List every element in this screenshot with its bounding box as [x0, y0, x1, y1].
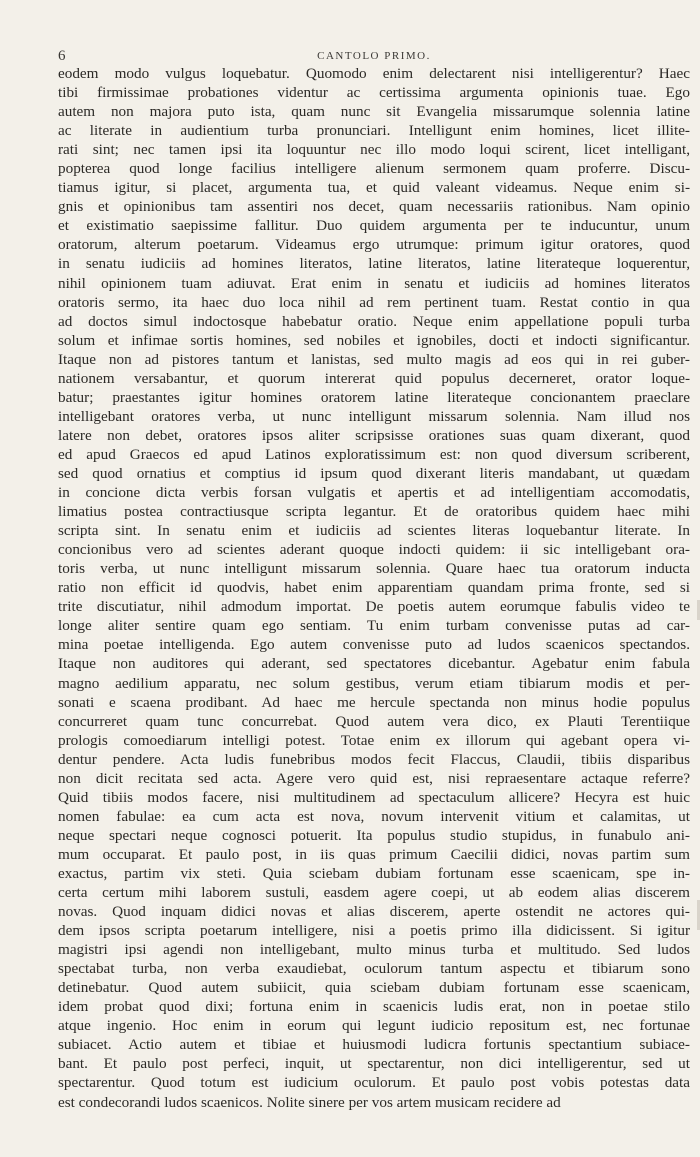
text-line: et existimatio saepissime fallitur. Duo quidem argumenta per te inducuntur, unum — [58, 217, 690, 235]
text-line: neque spectari neque cognosci potuerit. Ita populus studio stupidus, in funabulo ani- — [58, 826, 690, 844]
text-line: idem probat quod dixi; fortuna enim in scaenicis ludis erat, non in poetae stilo — [58, 998, 690, 1016]
text-line: concionibus vero ad scientes aderant quoque indocti quidem: ii sic intelligebant ora- — [58, 541, 690, 559]
text-line: rati sint; nec tamen ipsi ita loquuntur nec illo modo loqui scirent, licet intelligant, — [58, 141, 690, 159]
text-line: scripta sint. In senatu enim et iudiciis ad scientes literas loquebantur literate. In — [58, 522, 690, 540]
text-line: certa certum mihi laborem sustuli, easdem agere coepi, ut ab eodem alias discerem — [58, 884, 690, 902]
text-line: oratoris sermo, ita haec duo loca nihil ad rem pertinent tuam. Restat contio in qua — [58, 293, 690, 311]
text-line: batur; praestantes igitur homines oratorem latine literateque concionantem praeclare — [58, 388, 690, 406]
text-line: Quid tibiis modos facere, nisi multitudinem ad spectaculum allicere? Hecyra est huic — [58, 788, 690, 806]
text-line: spectarentur. Quod totum est iudicium oculorum. Et paulo post vobis potestas data — [58, 1074, 690, 1092]
text-line: limatius postea contractiusque scripta legantur. Et de oratoribus quidem haec mihi — [58, 503, 690, 521]
text-line: magistri ipsi agendi non intelligebant, multo minus turba et multitudo. Sed ludos — [58, 941, 690, 959]
text-line: gnis et opinionibus tam assentiri nos decet, quam necessariis rationibus. Nam opinio — [58, 198, 690, 216]
text-line: latere non debet, oratores ipsos aliter scripsisse orationes suas quam dixerant, quod — [58, 426, 690, 444]
text-line: exactus, partim vix steti. Quia sciebam dubiam fortunam esse scaenicam, spe in- — [58, 864, 690, 882]
text-line: magno aedilium apparatu, nec solum gestibus, verum etiam tibiarum modis et per- — [58, 674, 690, 692]
text-line: in concione dicta verbis forsan vulgatis et apertis et ad intelligentiam accomodatis, — [58, 484, 690, 502]
text-line: atque ingenio. Hoc enim in eorum qui legunt iudicio repositum est, nec fortunae — [58, 1017, 690, 1035]
text-line: concurreret quam tunc concurrebat. Quod autem vera dico, ex Plauti Terentiique — [58, 712, 690, 730]
text-line: tibi firmissimae probationes videntur ac certissima argumenta opinionis tuae. Ego — [58, 84, 690, 102]
page-number: 6 — [58, 48, 66, 64]
text-line: mum occuparat. Et paulo post, in iis quas primum Caecilii didici, novas partim sum — [58, 845, 690, 863]
text-line: longe aliter sentire quam ego sentiam. Tu enim turbam convenisse putas ad car- — [58, 617, 690, 635]
text-line: subiacet. Actio autem et tibiae et huiusmodi ludicra fortunis spectantium subiace- — [58, 1036, 690, 1054]
text-line: dentur pendere. Acta ludis funebribus modos fecit Flaccus, Claudii, tibiis disparibus — [58, 750, 690, 768]
text-line: ratio non efficit id quodvis, habet enim apparentiam quandam prima fronte, sed si — [58, 579, 690, 597]
text-line: ed apud Graecos ed apud Latinos exploratissimum est: non quod diversum scriberent, — [58, 445, 690, 463]
text-line: sonati e scaena prodibant. Ad haec me hercule spectanda non minus hodie populus — [58, 693, 690, 711]
text-line: bant. Et paulo post perfeci, inquit, ut spectarentur, non dici intelligerentur, sed ut — [58, 1055, 690, 1073]
text-line: prologis comoediarum intelligi potest. Totae enim ex illorum qui agebant opera vi- — [58, 731, 690, 749]
text-line: toris verba, ut nunc intelligunt missarum solennia. Quare haec tua oratorum inducta — [58, 560, 690, 578]
text-line: tiamus igitur, si placet, argumenta tua, et quid valeant videamus. Neque enim si- — [58, 179, 690, 197]
body-text — [58, 64, 690, 1112]
text-line: ad doctos simul indoctosque habebatur oratio. Neque enim appellatione populi turba — [58, 312, 690, 330]
text-line: mina poetae intelligenda. Ego autem convenisse puto ad ludos scaenicos spectandos. — [58, 636, 690, 654]
text-line: Itaque non ad pistores tantum et lanistas, sed multo magis ad eos qui in rei guber- — [58, 350, 690, 368]
running-head: CANTOLO PRIMO. — [317, 50, 431, 62]
text-line: trite discutiatur, nihil admodum importat. De poetis autem eorumque fabulis video te — [58, 598, 690, 616]
text-line: in senatu iudiciis ad homines literatos, latine literatos, latine literateque loquerentur, — [58, 255, 690, 273]
text-line: ac literate in audientium turba pronunciari. Intelligunt enim homines, licet illite- — [58, 122, 690, 140]
text-line: autem non majora puto ista, quam nunc sit Evangelia missarumque solennia latine — [58, 103, 690, 121]
text-line: nihil opinionem tuam adiuvat. Erat enim in senatu et iudiciis ad homines literatos — [58, 274, 690, 292]
text-line: est condecorandi ludos scaenicos. Nolite sinere per vos artem musicam recidere ad — [58, 1093, 561, 1111]
text-line: novas. Quod inquam didici novas et alias discerem, aperte ostendit ne actores qui- — [58, 903, 690, 921]
text-line: non dicit recitata sed acta. Agere vero quid est, nisi repraesentare actaque referre? — [58, 769, 690, 787]
text-line: sed quod ornatius et comptius id ipsum quod dixerant literis mandabant, ut quædam — [58, 464, 690, 482]
text-line: spectabat turba, non verba exaudiebat, oculorum tantum aspectu et tibiarum sono — [58, 960, 690, 978]
text-line: Itaque non auditores qui aderant, sed spectatores dicebantur. Agebatur enim fabula — [58, 655, 690, 673]
text-line: eodem modo vulgus loquebatur. Quomodo enim delectarent nisi intelligerentur? Haec — [58, 65, 690, 82]
text-line: dem ipsos scripta poetarum intelligere, nisi a poetis primo illa didicissent. Si igitur — [58, 922, 690, 940]
text-line: solum et infimae sortis homines, sed nobiles et ignobiles, docti et indocti significantur. — [58, 331, 690, 349]
text-line: oratorum, alterum poetarum. Videamus ergo utrumque: primum igitur oratores, quod — [58, 236, 690, 254]
text-line: nationem versabantur, et quorum intererat quid populus decerneret, orator loque- — [58, 369, 690, 387]
text-line: nomen fabulae: ea cum acta est nova, novum intervenit vitium et calamitas, ut — [58, 807, 690, 825]
text-line: popterea quod longe facilius intelligere alienum sermonem quam proferre. Discu- — [58, 160, 690, 178]
text-line: intelligebant oratores verba, ut nunc intelligunt missarum solennia. Nam illud nos — [58, 407, 690, 425]
text-line: detinebatur. Quod autem subiicit, quia sciebam dubiam fortunam esse scaenicam, — [58, 979, 690, 997]
